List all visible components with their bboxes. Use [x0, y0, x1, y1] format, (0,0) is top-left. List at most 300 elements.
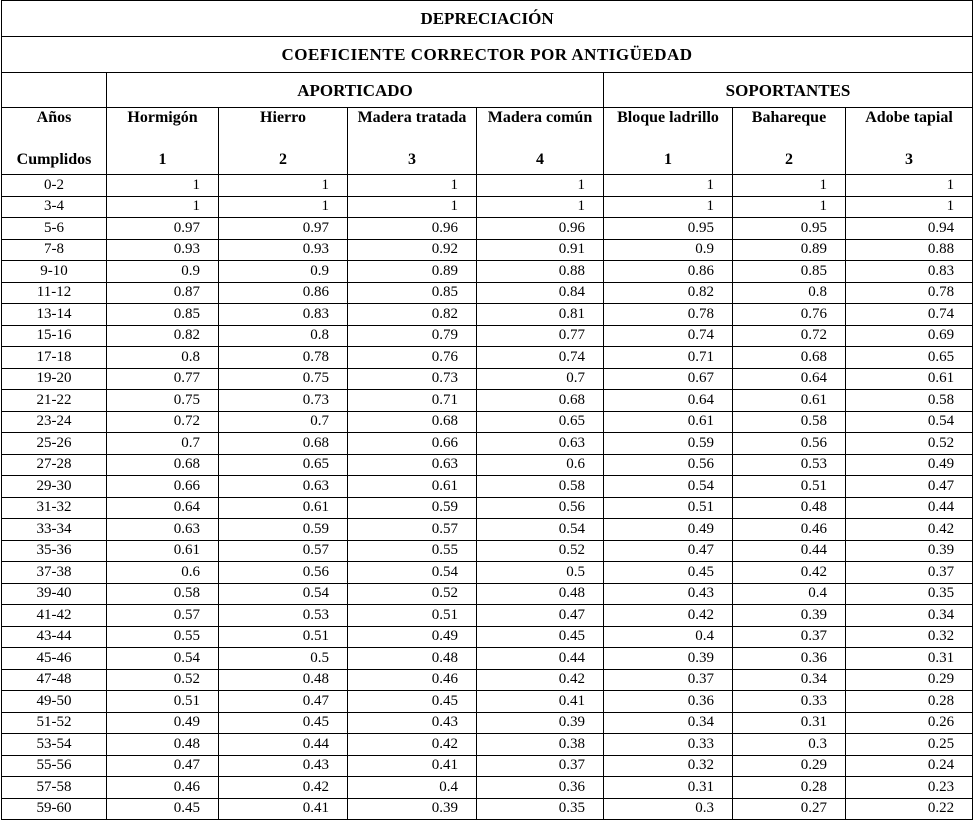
cell-madera-tratada: 0.71: [348, 390, 477, 412]
cell-bloque-ladrillo: 0.54: [604, 476, 733, 498]
cell-bloque-ladrillo: 0.3: [604, 798, 733, 820]
table-row: [2, 777, 973, 799]
cell-bloque-ladrillo: 0.4: [604, 626, 733, 648]
cell-bloque-ladrillo: 0.78: [604, 304, 733, 326]
cell-hierro: 0.47: [219, 691, 348, 713]
cell-hierro: 0.43: [219, 755, 348, 777]
cell-age: 13-14: [2, 304, 107, 326]
cell-bahareque: 0.39: [733, 605, 846, 627]
table-row: [2, 476, 973, 498]
table-row: [2, 798, 973, 820]
cell-madera-tratada: 0.79: [348, 325, 477, 347]
cell-hierro: 0.5: [219, 648, 348, 670]
cell-hierro: 0.73: [219, 390, 348, 412]
cell-bloque-ladrillo: 0.86: [604, 261, 733, 283]
table-row: [2, 325, 973, 347]
cell-madera-comun: 0.58: [477, 476, 604, 498]
table-row: [2, 218, 973, 240]
cell-madera-tratada: 0.55: [348, 540, 477, 562]
cell-hierro: 0.97: [219, 218, 348, 240]
column-header-adobe-tapial: [846, 108, 973, 175]
cell-madera-tratada: 1: [348, 175, 477, 197]
cell-madera-tratada: 0.52: [348, 583, 477, 605]
cell-bahareque: 0.85: [733, 261, 846, 283]
cell-bahareque: 0.51: [733, 476, 846, 498]
column-label: Hormigón: [127, 109, 198, 126]
cell-madera-tratada: 0.39: [348, 798, 477, 820]
table-row: [2, 540, 973, 562]
cell-madera-tratada: 0.68: [348, 411, 477, 433]
cell-bloque-ladrillo: 0.37: [604, 669, 733, 691]
cell-bloque-ladrillo: 0.39: [604, 648, 733, 670]
column-number: 3: [905, 151, 914, 168]
cell-age: 55-56: [2, 755, 107, 777]
cell-madera-tratada: 0.46: [348, 669, 477, 691]
cell-madera-comun: 0.48: [477, 583, 604, 605]
cell-hierro: 0.83: [219, 304, 348, 326]
cell-hormigon: 0.61: [107, 540, 219, 562]
cell-bahareque: 0.53: [733, 454, 846, 476]
table-row: [2, 433, 973, 455]
table-row: [2, 175, 973, 197]
cell-bloque-ladrillo: 0.47: [604, 540, 733, 562]
cell-madera-tratada: 0.73: [348, 368, 477, 390]
cell-bahareque: 0.34: [733, 669, 846, 691]
cell-hormigon: 0.7: [107, 433, 219, 455]
column-header-bloque-ladrillo: [604, 108, 733, 175]
cell-age: 35-36: [2, 540, 107, 562]
cell-madera-comun: 0.68: [477, 390, 604, 412]
cell-hormigon: 0.57: [107, 605, 219, 627]
cell-age: 33-34: [2, 519, 107, 541]
cell-madera-tratada: 0.96: [348, 218, 477, 240]
column-number: 1: [664, 151, 672, 168]
cell-adobe-tapial: 0.94: [846, 218, 973, 240]
cell-adobe-tapial: 0.49: [846, 454, 973, 476]
cell-madera-comun: 0.65: [477, 411, 604, 433]
cell-madera-comun: 0.77: [477, 325, 604, 347]
column-number: 4: [536, 151, 544, 168]
cell-bloque-ladrillo: 0.32: [604, 755, 733, 777]
cell-hierro: 0.93: [219, 239, 348, 261]
column-label: Bahareque: [751, 109, 827, 126]
cell-madera-comun: 0.42: [477, 669, 604, 691]
cell-age: 49-50: [2, 691, 107, 713]
table-row: [2, 390, 973, 412]
cell-bahareque: 0.44: [733, 540, 846, 562]
group-header-soportantes: SOPORTANTES: [604, 73, 973, 108]
table-row: [2, 583, 973, 605]
cell-hormigon: 1: [107, 196, 219, 218]
cell-madera-tratada: 0.85: [348, 282, 477, 304]
cell-madera-comun: 0.47: [477, 605, 604, 627]
cell-bloque-ladrillo: 0.67: [604, 368, 733, 390]
cell-adobe-tapial: 0.26: [846, 712, 973, 734]
cell-madera-tratada: 0.51: [348, 605, 477, 627]
cell-hormigon: 0.85: [107, 304, 219, 326]
cell-bloque-ladrillo: 0.71: [604, 347, 733, 369]
column-number: 3: [408, 151, 416, 168]
cell-bahareque: 0.3: [733, 734, 846, 756]
cell-adobe-tapial: 0.83: [846, 261, 973, 283]
cell-madera-comun: 0.81: [477, 304, 604, 326]
depreciation-table: [1, 0, 973, 820]
cell-adobe-tapial: 0.78: [846, 282, 973, 304]
column-sublabel: Cumplidos: [16, 151, 92, 168]
cell-bloque-ladrillo: 0.64: [604, 390, 733, 412]
cell-madera-tratada: 0.61: [348, 476, 477, 498]
cell-madera-comun: 1: [477, 175, 604, 197]
cell-hormigon: 1: [107, 175, 219, 197]
cell-hormigon: 0.8: [107, 347, 219, 369]
cell-madera-tratada: 0.48: [348, 648, 477, 670]
cell-madera-tratada: 0.42: [348, 734, 477, 756]
cell-hierro: 0.61: [219, 497, 348, 519]
cell-madera-comun: 0.56: [477, 497, 604, 519]
cell-age: 59-60: [2, 798, 107, 820]
cell-bloque-ladrillo: 0.9: [604, 239, 733, 261]
cell-hormigon: 0.46: [107, 777, 219, 799]
cell-hierro: 0.8: [219, 325, 348, 347]
cell-madera-comun: 0.5: [477, 562, 604, 584]
cell-adobe-tapial: 0.88: [846, 239, 973, 261]
cell-madera-comun: 0.44: [477, 648, 604, 670]
cell-madera-comun: 0.45: [477, 626, 604, 648]
cell-adobe-tapial: 0.42: [846, 519, 973, 541]
cell-age: 23-24: [2, 411, 107, 433]
cell-bahareque: 0.56: [733, 433, 846, 455]
cell-bahareque: 0.46: [733, 519, 846, 541]
cell-adobe-tapial: 0.25: [846, 734, 973, 756]
cell-hormigon: 0.63: [107, 519, 219, 541]
cell-hormigon: 0.45: [107, 798, 219, 820]
table-row: [2, 562, 973, 584]
cell-madera-comun: 1: [477, 196, 604, 218]
cell-adobe-tapial: 0.34: [846, 605, 973, 627]
cell-madera-tratada: 0.45: [348, 691, 477, 713]
cell-hormigon: 0.6: [107, 562, 219, 584]
cell-bloque-ladrillo: 0.59: [604, 433, 733, 455]
cell-madera-comun: 0.54: [477, 519, 604, 541]
cell-hormigon: 0.54: [107, 648, 219, 670]
table-row: [2, 691, 973, 713]
cell-bahareque: 0.89: [733, 239, 846, 261]
cell-adobe-tapial: 0.31: [846, 648, 973, 670]
cell-adobe-tapial: 0.28: [846, 691, 973, 713]
cell-bloque-ladrillo: 0.33: [604, 734, 733, 756]
column-label: Adobe tapial: [865, 109, 953, 126]
cell-bahareque: 0.4: [733, 583, 846, 605]
cell-bloque-ladrillo: 0.74: [604, 325, 733, 347]
cell-bahareque: 0.76: [733, 304, 846, 326]
column-label: Hierro: [260, 109, 306, 126]
column-number: 2: [279, 151, 287, 168]
cell-hormigon: 0.64: [107, 497, 219, 519]
cell-age: 3-4: [2, 196, 107, 218]
cell-bloque-ladrillo: 0.56: [604, 454, 733, 476]
cell-adobe-tapial: 0.61: [846, 368, 973, 390]
cell-hormigon: 0.48: [107, 734, 219, 756]
cell-madera-comun: 0.39: [477, 712, 604, 734]
cell-age: 39-40: [2, 583, 107, 605]
table-row: [2, 368, 973, 390]
table-row: [2, 605, 973, 627]
cell-age: 57-58: [2, 777, 107, 799]
cell-hierro: 0.45: [219, 712, 348, 734]
cell-hierro: 0.57: [219, 540, 348, 562]
table-row: [2, 411, 973, 433]
cell-bahareque: 0.31: [733, 712, 846, 734]
cell-bloque-ladrillo: 0.51: [604, 497, 733, 519]
column-header-hormigon: [107, 108, 219, 175]
cell-age: 53-54: [2, 734, 107, 756]
cell-hierro: 0.63: [219, 476, 348, 498]
table-row: [2, 454, 973, 476]
cell-age: 9-10: [2, 261, 107, 283]
cell-hierro: 0.51: [219, 626, 348, 648]
cell-hierro: 0.9: [219, 261, 348, 283]
group-header-empty: [2, 73, 107, 108]
cell-madera-comun: 0.91: [477, 239, 604, 261]
column-header-hierro: [219, 108, 348, 175]
column-label: Bloque ladrillo: [617, 109, 719, 126]
column-header-madera-tratada: [348, 108, 477, 175]
cell-hormigon: 0.55: [107, 626, 219, 648]
cell-age: 37-38: [2, 562, 107, 584]
cell-hormigon: 0.9: [107, 261, 219, 283]
cell-bahareque: 0.95: [733, 218, 846, 240]
cell-madera-tratada: 0.82: [348, 304, 477, 326]
cell-bahareque: 0.48: [733, 497, 846, 519]
cell-madera-comun: 0.36: [477, 777, 604, 799]
cell-madera-comun: 0.84: [477, 282, 604, 304]
cell-age: 47-48: [2, 669, 107, 691]
cell-age: 31-32: [2, 497, 107, 519]
table-subtitle: COEFICIENTE CORRECTOR POR ANTIGÜEDAD: [2, 37, 973, 73]
cell-age: 5-6: [2, 218, 107, 240]
table-row: [2, 239, 973, 261]
cell-age: 45-46: [2, 648, 107, 670]
cell-bahareque: 0.28: [733, 777, 846, 799]
cell-madera-comun: 0.41: [477, 691, 604, 713]
cell-adobe-tapial: 0.54: [846, 411, 973, 433]
cell-hormigon: 0.97: [107, 218, 219, 240]
cell-adobe-tapial: 0.23: [846, 777, 973, 799]
cell-bloque-ladrillo: 0.82: [604, 282, 733, 304]
table-row: [2, 734, 973, 756]
cell-hierro: 0.44: [219, 734, 348, 756]
cell-hierro: 1: [219, 175, 348, 197]
cell-adobe-tapial: 0.32: [846, 626, 973, 648]
cell-age: 29-30: [2, 476, 107, 498]
cell-bahareque: 0.29: [733, 755, 846, 777]
cell-hormigon: 0.87: [107, 282, 219, 304]
cell-madera-tratada: 1: [348, 196, 477, 218]
cell-madera-tratada: 0.66: [348, 433, 477, 455]
cell-bloque-ladrillo: 1: [604, 175, 733, 197]
cell-hormigon: 0.52: [107, 669, 219, 691]
cell-adobe-tapial: 0.39: [846, 540, 973, 562]
cell-hierro: 0.54: [219, 583, 348, 605]
column-label: Madera común: [487, 109, 593, 126]
column-header-madera-comun: [477, 108, 604, 175]
cell-madera-comun: 0.38: [477, 734, 604, 756]
cell-bahareque: 1: [733, 196, 846, 218]
table-row: [2, 669, 973, 691]
cell-bahareque: 0.33: [733, 691, 846, 713]
cell-bahareque: 0.72: [733, 325, 846, 347]
cell-madera-comun: 0.37: [477, 755, 604, 777]
cell-bloque-ladrillo: 0.31: [604, 777, 733, 799]
table-row: [2, 497, 973, 519]
cell-madera-comun: 0.7: [477, 368, 604, 390]
table-row: [2, 347, 973, 369]
cell-age: 7-8: [2, 239, 107, 261]
cell-adobe-tapial: 0.65: [846, 347, 973, 369]
cell-madera-tratada: 0.57: [348, 519, 477, 541]
cell-adobe-tapial: 0.58: [846, 390, 973, 412]
cell-hormigon: 0.49: [107, 712, 219, 734]
table-row: [2, 712, 973, 734]
cell-hierro: 0.53: [219, 605, 348, 627]
cell-madera-tratada: 0.54: [348, 562, 477, 584]
cell-bahareque: 1: [733, 175, 846, 197]
cell-age: 51-52: [2, 712, 107, 734]
cell-adobe-tapial: 0.47: [846, 476, 973, 498]
cell-madera-tratada: 0.92: [348, 239, 477, 261]
cell-adobe-tapial: 0.37: [846, 562, 973, 584]
cell-hormigon: 0.66: [107, 476, 219, 498]
cell-madera-comun: 0.35: [477, 798, 604, 820]
cell-hierro: 0.68: [219, 433, 348, 455]
cell-madera-tratada: 0.59: [348, 497, 477, 519]
cell-bloque-ladrillo: 0.36: [604, 691, 733, 713]
cell-bahareque: 0.61: [733, 390, 846, 412]
cell-hierro: 1: [219, 196, 348, 218]
table-row: [2, 196, 973, 218]
cell-bloque-ladrillo: 0.61: [604, 411, 733, 433]
cell-hormigon: 0.93: [107, 239, 219, 261]
table-row: [2, 282, 973, 304]
cell-bahareque: 0.58: [733, 411, 846, 433]
table-row: [2, 261, 973, 283]
cell-hierro: 0.7: [219, 411, 348, 433]
cell-age: 17-18: [2, 347, 107, 369]
cell-hormigon: 0.82: [107, 325, 219, 347]
cell-adobe-tapial: 0.74: [846, 304, 973, 326]
cell-madera-comun: 0.96: [477, 218, 604, 240]
column-label: Madera tratada: [357, 109, 467, 126]
column-label: Años: [36, 109, 72, 126]
cell-hormigon: 0.47: [107, 755, 219, 777]
cell-age: 0-2: [2, 175, 107, 197]
cell-madera-comun: 0.52: [477, 540, 604, 562]
group-header-aporticado: APORTICADO: [107, 73, 604, 108]
table-body: [2, 175, 973, 820]
cell-madera-tratada: 0.76: [348, 347, 477, 369]
cell-madera-comun: 0.6: [477, 454, 604, 476]
cell-madera-tratada: 0.4: [348, 777, 477, 799]
cell-adobe-tapial: 0.52: [846, 433, 973, 455]
cell-hierro: 0.78: [219, 347, 348, 369]
cell-hierro: 0.65: [219, 454, 348, 476]
column-number: 1: [158, 151, 167, 168]
cell-adobe-tapial: 0.24: [846, 755, 973, 777]
cell-age: 25-26: [2, 433, 107, 455]
cell-bahareque: 0.64: [733, 368, 846, 390]
cell-adobe-tapial: 0.44: [846, 497, 973, 519]
cell-bahareque: 0.37: [733, 626, 846, 648]
cell-madera-tratada: 0.49: [348, 626, 477, 648]
column-header-bahareque: [733, 108, 846, 175]
cell-age: 21-22: [2, 390, 107, 412]
cell-hierro: 0.48: [219, 669, 348, 691]
cell-hierro: 0.59: [219, 519, 348, 541]
cell-adobe-tapial: 0.35: [846, 583, 973, 605]
cell-hierro: 0.75: [219, 368, 348, 390]
cell-hormigon: 0.77: [107, 368, 219, 390]
table-row: [2, 304, 973, 326]
cell-bloque-ladrillo: 1: [604, 196, 733, 218]
cell-bloque-ladrillo: 0.43: [604, 583, 733, 605]
cell-hierro: 0.41: [219, 798, 348, 820]
cell-hierro: 0.86: [219, 282, 348, 304]
column-header-age: [2, 108, 107, 175]
cell-bloque-ladrillo: 0.49: [604, 519, 733, 541]
cell-madera-tratada: 0.41: [348, 755, 477, 777]
cell-hormigon: 0.51: [107, 691, 219, 713]
table-row: [2, 648, 973, 670]
cell-hormigon: 0.75: [107, 390, 219, 412]
cell-hormigon: 0.68: [107, 454, 219, 476]
cell-madera-tratada: 0.63: [348, 454, 477, 476]
table-title: DEPRECIACIÓN: [2, 1, 973, 37]
cell-adobe-tapial: 0.69: [846, 325, 973, 347]
cell-madera-tratada: 0.43: [348, 712, 477, 734]
cell-madera-comun: 0.88: [477, 261, 604, 283]
cell-hormigon: 0.72: [107, 411, 219, 433]
cell-hormigon: 0.58: [107, 583, 219, 605]
cell-bloque-ladrillo: 0.95: [604, 218, 733, 240]
cell-bloque-ladrillo: 0.45: [604, 562, 733, 584]
cell-adobe-tapial: 0.29: [846, 669, 973, 691]
cell-hierro: 0.42: [219, 777, 348, 799]
cell-bloque-ladrillo: 0.34: [604, 712, 733, 734]
table-row: [2, 519, 973, 541]
cell-age: 43-44: [2, 626, 107, 648]
cell-age: 11-12: [2, 282, 107, 304]
cell-adobe-tapial: 1: [846, 196, 973, 218]
cell-bahareque: 0.68: [733, 347, 846, 369]
cell-age: 15-16: [2, 325, 107, 347]
column-number: 2: [785, 151, 793, 168]
cell-bahareque: 0.36: [733, 648, 846, 670]
cell-age: 19-20: [2, 368, 107, 390]
cell-adobe-tapial: 0.22: [846, 798, 973, 820]
cell-madera-tratada: 0.89: [348, 261, 477, 283]
cell-madera-comun: 0.74: [477, 347, 604, 369]
cell-bahareque: 0.8: [733, 282, 846, 304]
cell-madera-comun: 0.63: [477, 433, 604, 455]
cell-adobe-tapial: 1: [846, 175, 973, 197]
table-row: [2, 755, 973, 777]
cell-bloque-ladrillo: 0.42: [604, 605, 733, 627]
cell-age: 41-42: [2, 605, 107, 627]
cell-age: 27-28: [2, 454, 107, 476]
cell-bahareque: 0.42: [733, 562, 846, 584]
cell-hierro: 0.56: [219, 562, 348, 584]
cell-bahareque: 0.27: [733, 798, 846, 820]
